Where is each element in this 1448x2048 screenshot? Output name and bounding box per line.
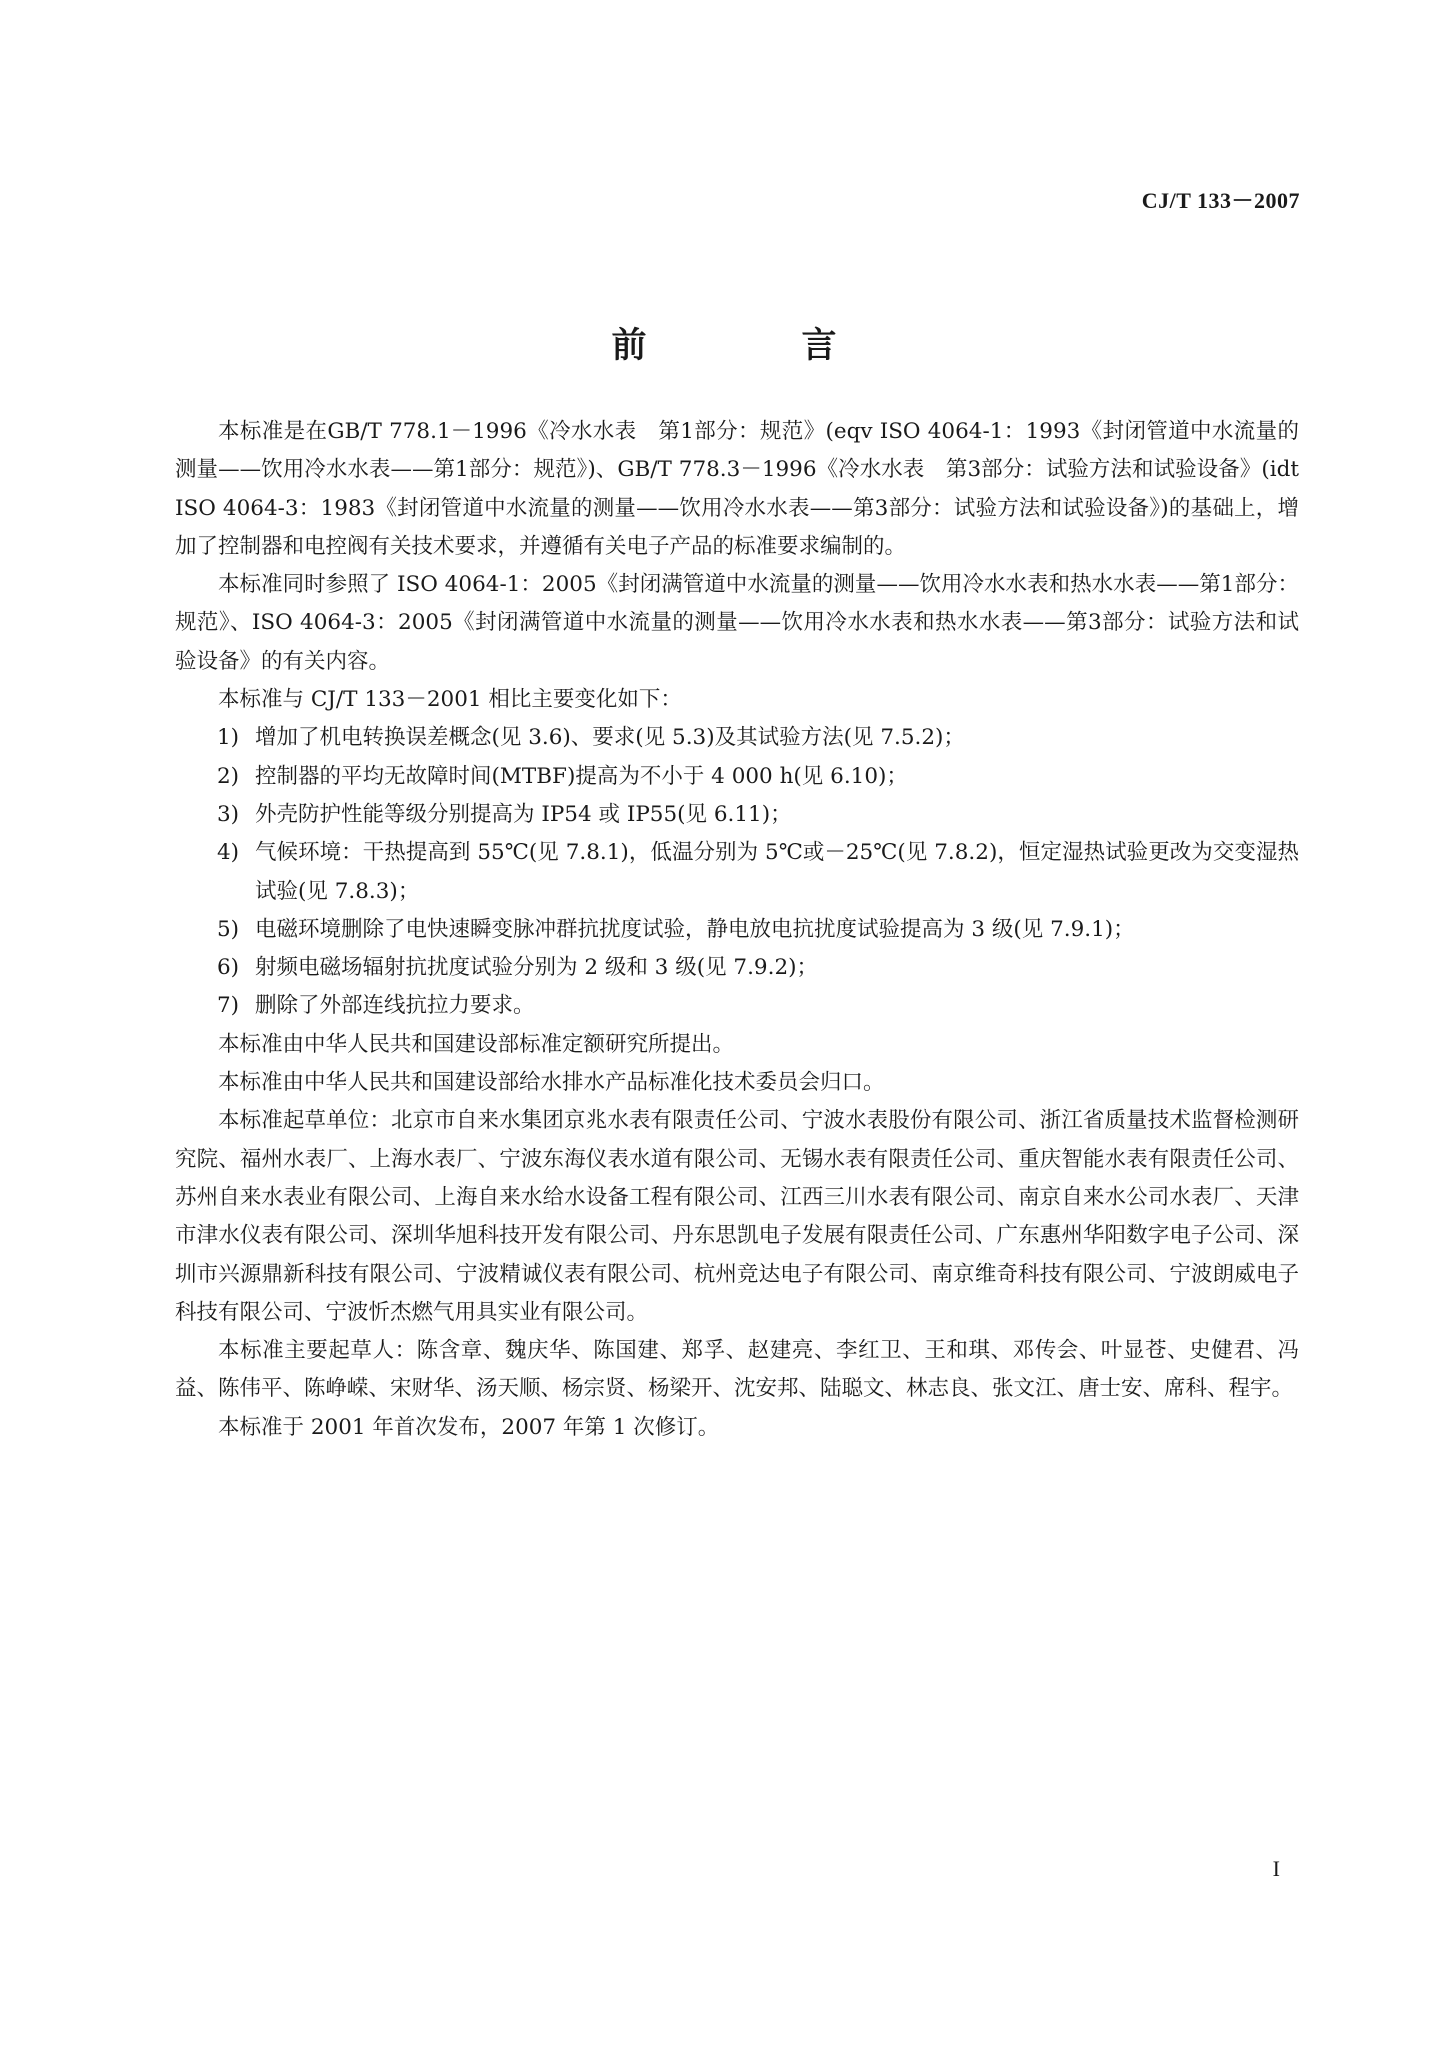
- list-item-number: 7): [217, 993, 240, 1019]
- paragraph-committee: 本标准由中华人民共和国建设部给水排水产品标准化技术委员会归口。: [218, 1070, 885, 1096]
- list-item-number: 6): [217, 955, 240, 981]
- list-item-text: 控制器的平均无故障时间(MTBF)提高为不小于 4 000 h(见 6.10)；: [255, 763, 908, 789]
- list-item-text: 增加了机电转换误差概念(见 3.6)、要求(见 5.3)及其试验方法(见 7.5.2)；: [255, 725, 965, 751]
- paragraph-drafters: 本标准主要起草人：陈含章、魏庆华、陈国建、郑孚、赵建亮、李红卫、王和琪、邓传会、叶显苍、史健君、冯益、陈伟平、陈峥嵘、宋财华、汤天顺、杨宗贤、杨梁开、沈安邦、陆聪文、林志良、张文江、唐士安、席科、程宇。: [175, 1338, 1299, 1402]
- paragraph-basis: 本标准是在GB/T 778.1－1996《冷水水表 第1部分：规范》(eqv ISO 4064-1：1993《封闭管道中水流量的测量——饮用冷水水表——第1部分：规范》)、GB/T 778.3－1996《冷水水表 第3部分：试验方法和试验设备》(idt ISO 4064-3：1983《封闭管道中水流量的测量——饮用冷水水表——第3部分：试验方法和试验设备》)的基础上，增加了控制器和电控阀有关技术要求，并遵循有关电子产品的标准要求编制的。: [175, 419, 1299, 559]
- list-item-number: 1): [217, 725, 240, 751]
- list-item-text: 射频电磁场辐射抗扰度试验分别为 2 级和 3 级(见 7.9.2)；: [255, 955, 819, 981]
- list-item-text: 删除了外部连线抗拉力要求。: [255, 993, 535, 1019]
- changes-list: [175, 719, 1299, 1025]
- list-item: [175, 911, 1299, 949]
- list-item: [175, 987, 1299, 1025]
- list-item: [175, 796, 1299, 834]
- list-item-text: 气候环境：干热提高到 55℃(见 7.8.1)，低温分别为 5℃或－25℃(见 7.8.2)，恒定湿热试验更改为交变湿热试验(见 7.8.3)；: [255, 840, 1299, 904]
- list-item: [175, 834, 1299, 911]
- list-item: [175, 758, 1299, 796]
- document-body: [175, 413, 1299, 1447]
- page-number: I: [1272, 1856, 1280, 1881]
- list-item: [175, 949, 1299, 987]
- list-item-number: 2): [217, 763, 240, 789]
- list-item-text: 外壳防护性能等级分别提高为 IP54 或 IP55(见 6.11)；: [255, 801, 792, 827]
- paragraph-changes-intro: 本标准与 CJ/T 133－2001 相比主要变化如下：: [218, 687, 682, 713]
- list-item-number: 4): [217, 840, 240, 866]
- list-item-number: 3): [217, 801, 240, 827]
- list-item: [175, 719, 1299, 757]
- list-item-number: 5): [217, 916, 240, 942]
- standard-code: CJ/T 133－2007: [1141, 188, 1300, 213]
- paragraph-references: 本标准同时参照了 ISO 4064-1：2005《封闭满管道中水流量的测量——饮用冷水水表和热水水表——第1部分：规范》、ISO 4064-3：2005《封闭满管道中水流量的测量——饮用冷水水表和热水水表——第3部分：试验方法和试验设备》的有关内容。: [175, 572, 1299, 674]
- list-item-text: 电磁环境删除了电快速瞬变脉冲群抗扰度试验，静电放电抗扰度试验提高为 3 级(见 7.9.1)；: [255, 916, 1135, 942]
- paragraph-drafting-units: 本标准起草单位：北京市自来水集团京兆水表有限责任公司、宁波水表股份有限公司、浙江省质量技术监督检测研究院、福州水表厂、上海水表厂、宁波东海仪表水道有限公司、无锡水表有限责任公司、重庆智能水表有限责任公司、苏州自来水表业有限公司、上海自来水给水设备工程有限公司、江西三川水表有限公司、南京自来水公司水表厂、天津市津水仪表有限公司、深圳华旭科技开发有限公司、丹东思凯电子发展有限责任公司、广东惠州华阳数字电子公司、深圳市兴源鼎新科技有限公司、宁波精诚仪表有限公司、杭州竞达电子有限公司、南京维奇科技有限公司、宁波朗威电子科技有限公司、宁波忻杰燃气用具实业有限公司。: [175, 1108, 1299, 1325]
- page-title: 前 言: [611, 326, 897, 366]
- paragraph-proposer: 本标准由中华人民共和国建设部标准定额研究所提出。: [218, 1031, 735, 1057]
- paragraph-publication-history: 本标准于 2001 年首次发布，2007 年第 1 次修订。: [218, 1414, 720, 1440]
